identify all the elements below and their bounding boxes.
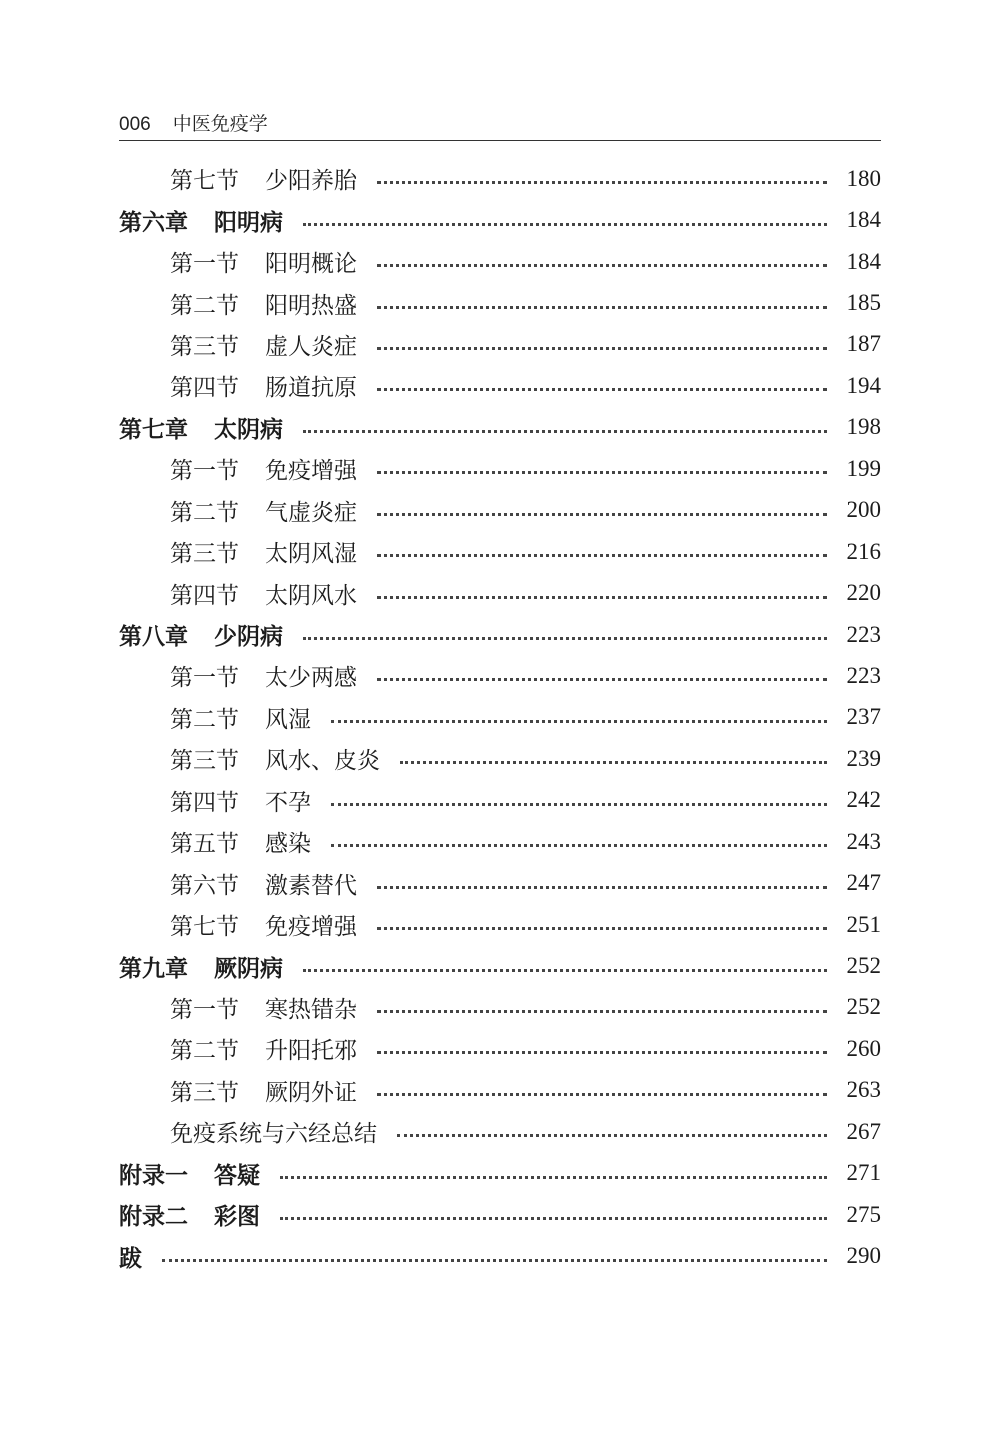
toc-entry-number: 第六章 [119, 209, 188, 236]
toc-section-entry [119, 158, 881, 199]
toc-entry-page-number: 198 [846, 414, 881, 440]
toc-entry-page-number: 199 [846, 455, 881, 481]
toc-entry-label [119, 908, 357, 941]
dot-leader [331, 803, 827, 806]
toc-section-entry [119, 241, 881, 282]
toc-entry-page-number: 223 [846, 621, 881, 647]
toc-entry-label [119, 411, 283, 444]
toc-entry-title: 免疫增强 [265, 458, 357, 485]
toc-entry-title: 虚人炎症 [265, 333, 357, 360]
toc-entry-title: 激素替代 [265, 872, 357, 899]
toc-entry-number: 第七章 [119, 416, 188, 443]
toc-entry-page-number: 223 [846, 662, 881, 688]
toc-section-entry [119, 862, 881, 903]
dot-leader [280, 1217, 827, 1220]
toc-entry-number: 第五节 [170, 831, 239, 858]
toc-entry-page-number: 194 [846, 372, 881, 398]
toc-entry-label [119, 991, 357, 1024]
toc-entry-title: 免疫增强 [265, 914, 357, 941]
toc-entry-page-number: 290 [846, 1243, 881, 1269]
toc-chapter-entry [119, 1153, 881, 1194]
toc-section-entry [119, 738, 881, 779]
toc-entry-page-number: 216 [846, 538, 881, 564]
toc-entry-page-number: 271 [846, 1160, 881, 1186]
toc-entry-number: 第九章 [119, 955, 188, 982]
toc-section-entry [119, 1111, 881, 1152]
dot-leader [400, 761, 827, 764]
toc-entry-label [119, 452, 357, 485]
toc-entry-title: 风水、皮炎 [265, 748, 380, 775]
toc-section-entry [119, 282, 881, 323]
table-of-contents [119, 158, 881, 1277]
toc-entry-label [119, 204, 283, 237]
dot-leader [377, 264, 827, 267]
dot-leader [377, 347, 827, 350]
toc-entry-page-number: 239 [846, 745, 881, 771]
toc-entry-title: 阳明概论 [265, 251, 357, 278]
toc-entry-number: 第二节 [170, 706, 239, 733]
toc-section-entry [119, 780, 881, 821]
toc-entry-title: 升阳托邪 [265, 1038, 357, 1065]
dot-leader [377, 1010, 827, 1013]
toc-entry-number: 第三节 [170, 333, 239, 360]
toc-entry-label [119, 618, 283, 651]
toc-entry-number: 第二节 [170, 292, 239, 319]
toc-entry-label [119, 287, 357, 320]
toc-entry-title: 少阴病 [214, 624, 283, 651]
toc-entry-number: 第三节 [170, 541, 239, 568]
dot-leader [303, 430, 827, 433]
toc-entry-title: 跋 [119, 1245, 142, 1272]
toc-entry-title: 太阴病 [214, 416, 283, 443]
toc-section-entry [119, 821, 881, 862]
toc-entry-label [119, 1115, 377, 1148]
dot-leader [377, 388, 827, 391]
toc-entry-number: 第四节 [170, 375, 239, 402]
toc-entry-title: 彩图 [214, 1204, 260, 1231]
toc-entry-label [119, 1198, 260, 1231]
toc-section-entry [119, 572, 881, 613]
toc-entry-page-number: 187 [846, 331, 881, 357]
toc-entry-label [119, 742, 380, 775]
dot-leader [377, 1051, 827, 1054]
toc-chapter-entry [119, 1235, 881, 1276]
toc-entry-number: 第七节 [170, 168, 239, 195]
toc-section-entry [119, 904, 881, 945]
toc-entry-number: 第一节 [170, 458, 239, 485]
toc-entry-number: 第二节 [170, 499, 239, 526]
dot-leader [377, 554, 827, 557]
toc-entry-title: 气虚炎症 [265, 499, 357, 526]
dot-leader [397, 1134, 827, 1137]
toc-entry-title: 风湿 [265, 706, 311, 733]
toc-entry-title: 不孕 [265, 789, 311, 816]
toc-entry-label [119, 162, 357, 195]
toc-entry-title: 阳明病 [214, 209, 283, 236]
toc-section-entry [119, 987, 881, 1028]
toc-entry-page-number: 251 [846, 911, 881, 937]
dot-leader [377, 1093, 827, 1096]
dot-leader [377, 596, 827, 599]
toc-entry-number: 第四节 [170, 582, 239, 609]
toc-entry-label [119, 1032, 357, 1065]
toc-entry-page-number: 180 [846, 165, 881, 191]
toc-entry-title: 阳明热盛 [265, 292, 357, 319]
toc-entry-title: 肠道抗原 [265, 375, 357, 402]
toc-entry-page-number: 247 [846, 870, 881, 896]
toc-entry-label [119, 1074, 357, 1107]
dot-leader [377, 471, 827, 474]
toc-entry-title: 太阴风水 [265, 582, 357, 609]
toc-entry-page-number: 184 [846, 248, 881, 274]
toc-section-entry [119, 490, 881, 531]
toc-entry-title: 太阴风湿 [265, 541, 357, 568]
toc-entry-label [119, 535, 357, 568]
dot-leader [280, 1176, 827, 1179]
toc-entry-page-number: 267 [846, 1118, 881, 1144]
toc-entry-title: 感染 [265, 831, 311, 858]
toc-entry-number: 第一节 [170, 665, 239, 692]
dot-leader [303, 223, 827, 226]
toc-chapter-entry [119, 199, 881, 240]
toc-entry-page-number: 263 [846, 1077, 881, 1103]
dot-leader [377, 513, 827, 516]
toc-section-entry [119, 448, 881, 489]
toc-entry-title: 少阳养胎 [265, 168, 357, 195]
toc-entry-number: 第八章 [119, 624, 188, 651]
toc-entry-page-number: 243 [846, 828, 881, 854]
toc-entry-label [119, 1157, 260, 1190]
toc-entry-title: 厥阴外证 [265, 1079, 357, 1106]
toc-chapter-entry [119, 614, 881, 655]
toc-entry-number: 第三节 [170, 1079, 239, 1106]
toc-entry-page-number: 275 [846, 1201, 881, 1227]
toc-entry-page-number: 184 [846, 207, 881, 233]
toc-entry-title: 太少两感 [265, 665, 357, 692]
toc-entry-title: 厥阴病 [214, 955, 283, 982]
dot-leader [303, 969, 827, 972]
toc-entry-label [119, 494, 357, 527]
toc-section-entry [119, 697, 881, 738]
toc-entry-number: 第二节 [170, 1038, 239, 1065]
toc-entry-number: 附录二 [119, 1204, 188, 1231]
dot-leader [162, 1259, 827, 1262]
toc-entry-title: 寒热错杂 [265, 996, 357, 1023]
toc-section-entry [119, 655, 881, 696]
header-page-number: 006 [119, 114, 151, 135]
toc-entry-number: 附录一 [119, 1162, 188, 1189]
dot-leader [331, 844, 827, 847]
toc-entry-number: 第三节 [170, 748, 239, 775]
dot-leader [377, 306, 827, 309]
toc-entry-label [119, 577, 357, 610]
toc-entry-label [119, 659, 357, 692]
toc-entry-label [119, 328, 357, 361]
toc-entry-label [119, 950, 283, 983]
dot-leader [377, 927, 827, 930]
dot-leader [377, 678, 827, 681]
toc-section-entry [119, 324, 881, 365]
toc-entry-label [119, 1240, 142, 1273]
toc-section-entry [119, 365, 881, 406]
toc-entry-page-number: 252 [846, 953, 881, 979]
toc-entry-title: 答疑 [214, 1162, 260, 1189]
toc-entry-page-number: 242 [846, 787, 881, 813]
toc-chapter-entry [119, 1194, 881, 1235]
dot-leader [377, 181, 827, 184]
toc-entry-label [119, 825, 311, 858]
toc-entry-label [119, 784, 311, 817]
toc-entry-page-number: 237 [846, 704, 881, 730]
toc-entry-page-number: 200 [846, 497, 881, 523]
toc-section-entry [119, 1070, 881, 1111]
toc-entry-page-number: 252 [846, 994, 881, 1020]
header-book-title: 中医免疫学 [172, 113, 268, 135]
toc-entry-number: 第七节 [170, 914, 239, 941]
toc-entry-number: 第六节 [170, 872, 239, 899]
running-head [119, 110, 881, 141]
toc-entry-page-number: 220 [846, 580, 881, 606]
toc-entry-label [119, 245, 357, 278]
dot-leader [303, 637, 827, 640]
dot-leader [377, 886, 827, 889]
toc-entry-number: 第四节 [170, 789, 239, 816]
toc-entry-page-number: 260 [846, 1035, 881, 1061]
toc-entry-number: 第一节 [170, 996, 239, 1023]
toc-entry-number: 第一节 [170, 251, 239, 278]
toc-section-entry [119, 531, 881, 572]
toc-entry-label [119, 701, 311, 734]
toc-chapter-entry [119, 945, 881, 986]
toc-entry-page-number: 185 [846, 290, 881, 316]
toc-chapter-entry [119, 407, 881, 448]
toc-section-entry [119, 1028, 881, 1069]
toc-entry-title: 免疫系统与六经总结 [170, 1121, 377, 1148]
toc-entry-label [119, 369, 357, 402]
toc-entry-label [119, 867, 357, 900]
dot-leader [331, 720, 827, 723]
